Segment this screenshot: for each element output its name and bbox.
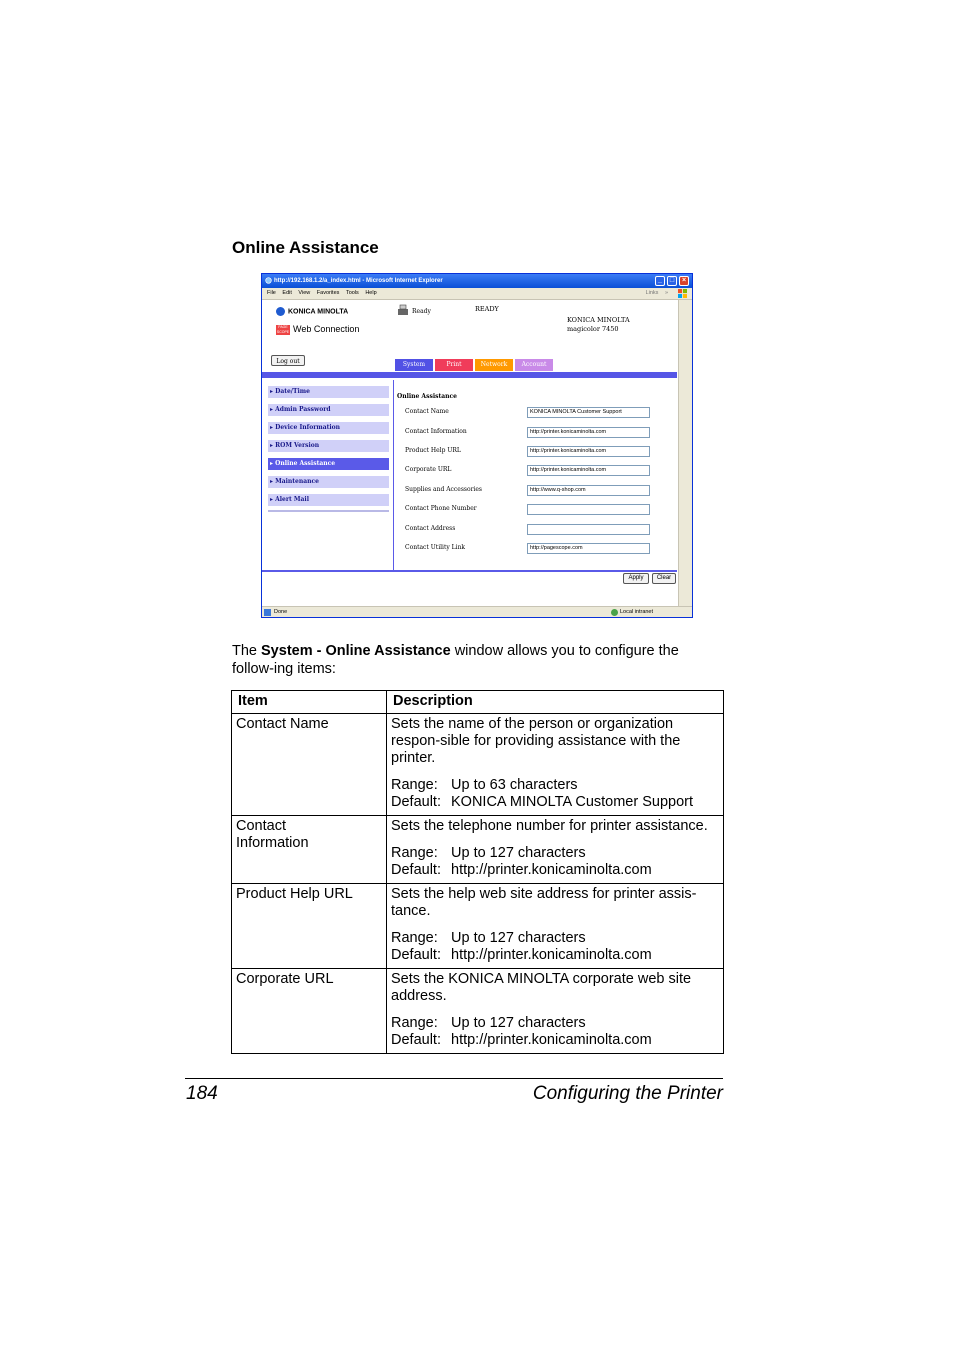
description-text: Sets the KONICA MINOLTA corporate web site address. <box>391 971 692 1004</box>
table-row <box>232 816 724 884</box>
window-titlebar <box>262 274 692 288</box>
browser-window <box>261 273 693 618</box>
minimize-button[interactable]: _ <box>655 276 665 286</box>
tab-account[interactable]: Account <box>515 359 553 371</box>
menu-edit[interactable]: Edit <box>282 290 292 296</box>
pagescope-logo-icon: PAGE SCOPE <box>276 324 290 334</box>
contact-name-input[interactable]: KONICA MINOLTA Customer Support <box>527 407 650 418</box>
links-chevron-icon: » <box>664 290 668 296</box>
internet-explorer-icon <box>265 277 272 284</box>
apply-button[interactable]: Apply <box>623 573 649 584</box>
product-help-url-input[interactable]: http://printer.konicaminolta.com <box>527 446 650 457</box>
description-cell <box>387 816 724 884</box>
brand-logo: KONICA MINOLTA <box>276 307 348 316</box>
sidebar-item-maintenance[interactable]: ▸ Maintenance <box>268 476 389 488</box>
default-line: Default: KONICA MINOLTA Customer Support <box>391 794 694 810</box>
menu-view[interactable]: View <box>298 290 311 296</box>
page-number: 184 <box>186 1083 218 1104</box>
model-brand: KONICA MINOLTA <box>567 316 630 324</box>
supplies-accessories-input[interactable]: http://www.q-shop.com <box>527 485 650 496</box>
menu-bar <box>262 288 692 300</box>
sidebar-item-alert-mail[interactable]: ▸ Alert Mail <box>268 494 389 506</box>
model-info <box>567 316 630 334</box>
field-label-product-help-url: Product Help URL <box>405 447 461 454</box>
vertical-divider <box>393 380 394 570</box>
sidebar-divider <box>268 510 389 512</box>
form-bottom-line <box>262 570 677 572</box>
field-label-contact-information: Contact Information <box>405 428 467 435</box>
tab-print[interactable]: Print <box>435 359 473 371</box>
close-button[interactable]: × <box>679 276 689 286</box>
status-bar <box>262 606 692 618</box>
status-big: READY <box>475 305 499 313</box>
range-line: Range: Up to 127 characters <box>391 930 586 946</box>
settings-table <box>231 690 724 1054</box>
corporate-url-input[interactable]: http://printer.konicaminolta.com <box>527 465 650 476</box>
field-label-supplies-accessories: Supplies and Accessories <box>405 486 483 493</box>
description-text: Sets the help web site address for printer assis-tance. <box>391 886 697 919</box>
model-name: magicolor 7450 <box>567 325 619 333</box>
item-cell: Product Help URL <box>232 884 387 969</box>
field-label-contact-address: Contact Address <box>405 525 456 532</box>
table-row <box>232 714 724 816</box>
item-cell: Contact Information <box>232 816 387 884</box>
page-done-icon <box>264 609 271 616</box>
table-row <box>232 969 724 1054</box>
section-heading: Online Assistance <box>232 238 379 257</box>
logout-button[interactable]: Log out <box>271 355 305 366</box>
sidebar-item-admin-password[interactable]: ▸ Admin Password <box>268 404 389 416</box>
item-cell: Contact Name <box>232 714 387 816</box>
status-text: Done <box>274 609 288 615</box>
menu-tools[interactable]: Tools <box>345 290 359 296</box>
page-content <box>262 300 692 606</box>
links-toolbar[interactable] <box>641 288 668 299</box>
description-cell <box>387 714 724 816</box>
status-small: Ready <box>412 308 431 315</box>
field-label-corporate-url: Corporate URL <box>405 466 452 473</box>
vertical-scrollbar[interactable] <box>678 300 692 606</box>
konica-minolta-logo-icon <box>276 307 285 316</box>
sidebar-item-device-information[interactable]: ▸ Device Information <box>268 422 389 434</box>
tab-underline <box>262 372 677 378</box>
printer-icon <box>396 304 410 318</box>
maximize-button[interactable]: □ <box>667 276 677 286</box>
range-line: Range: Up to 127 characters <box>391 1015 586 1031</box>
range-line: Range: Up to 127 characters <box>391 845 586 861</box>
intro-paragraph: The System - Online Assistance window allows you to configure the follow-ing items: <box>232 643 679 677</box>
menu-help[interactable]: Help <box>365 290 377 296</box>
range-line: Range: Up to 63 characters <box>391 777 578 793</box>
field-label-contact-phone-number: Contact Phone Number <box>405 505 477 512</box>
chapter-title: Configuring the Printer <box>532 1083 723 1104</box>
contact-phone-number-input[interactable] <box>527 504 650 515</box>
default-line: Default: http://printer.konicaminolta.com <box>391 862 652 878</box>
description-text: Sets the telephone number for printer assistance. <box>391 818 708 834</box>
contact-information-input[interactable]: http://printer.konicaminolta.com <box>527 427 650 438</box>
contact-address-input[interactable] <box>527 524 650 535</box>
links-label: Links <box>645 290 659 296</box>
description-cell <box>387 969 724 1054</box>
window-title: http://192.168.1.2/a_index.html - Microsoft Internet Explorer <box>274 278 443 284</box>
sidebar-item-online-assistance[interactable]: ▸ Online Assistance <box>268 458 389 470</box>
field-label-contact-name: Contact Name <box>405 408 449 415</box>
footer-rule <box>185 1078 723 1079</box>
contact-utility-link-input[interactable]: http://pagescope.com <box>527 543 650 554</box>
form-title: Online Assistance <box>397 393 457 400</box>
menu-file[interactable]: File <box>267 290 276 296</box>
sidebar-item-rom-version[interactable]: ▸ ROM Version <box>268 440 389 452</box>
default-line: Default: http://printer.konicaminolta.com <box>391 1032 652 1048</box>
web-connection-logo: PAGE SCOPE Web Connection <box>276 324 360 334</box>
tab-network[interactable]: Network <box>475 359 513 371</box>
description-cell <box>387 884 724 969</box>
header-description: Description <box>387 691 724 714</box>
windows-flag-icon <box>678 289 687 298</box>
sidebar-item-date-time[interactable]: ▸ Date/Time <box>268 386 389 398</box>
clear-button[interactable]: Clear <box>652 573 676 584</box>
header-item: Item <box>232 691 387 714</box>
intranet-zone-icon <box>611 609 618 616</box>
tab-system[interactable]: System <box>395 359 433 371</box>
intro-bold-term: System - Online Assistance <box>261 643 451 659</box>
field-label-contact-utility-link: Contact Utility Link <box>405 544 466 551</box>
default-line: Default: http://printer.konicaminolta.com <box>391 947 652 963</box>
table-header-row <box>232 691 724 714</box>
description-text: Sets the name of the person or organization respon-sible for providing assistance with the printer. <box>391 716 681 766</box>
menu-favorites[interactable]: Favorites <box>316 290 340 296</box>
zone-text: Local intranet <box>620 609 654 615</box>
item-cell: Corporate URL <box>232 969 387 1054</box>
table-row <box>232 884 724 969</box>
